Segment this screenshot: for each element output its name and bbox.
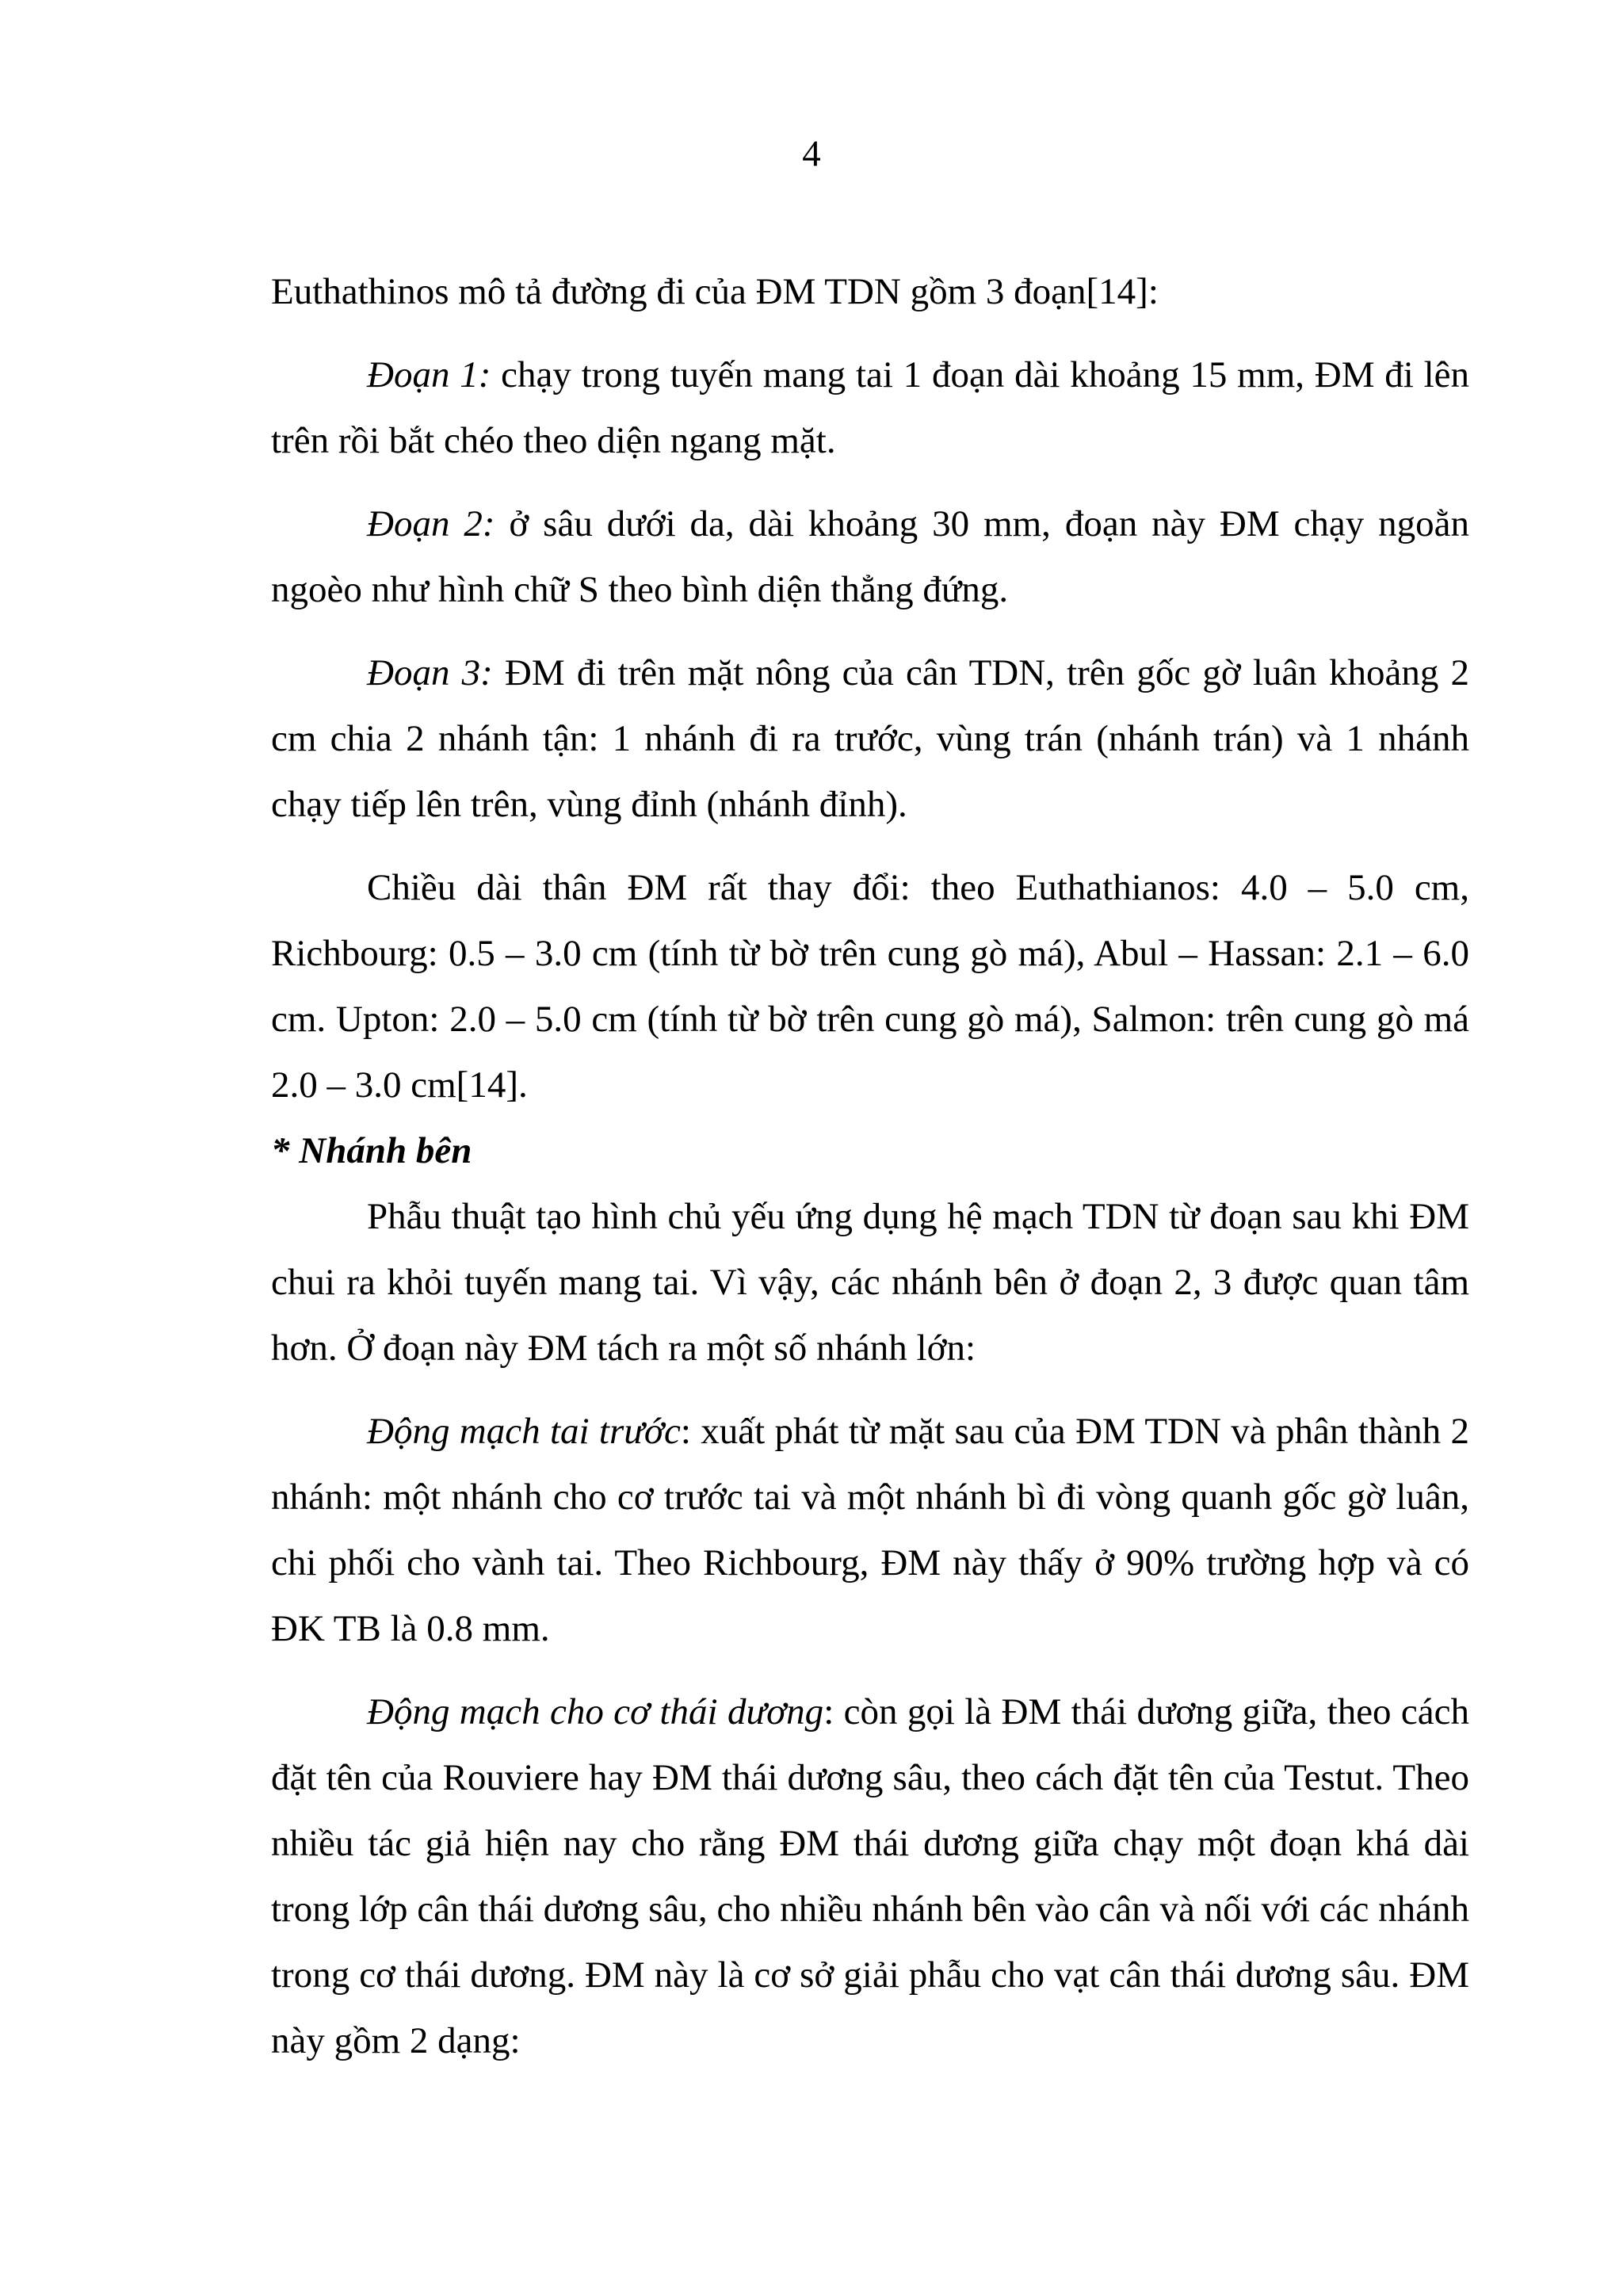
segment-1-label: Đoạn 1: [367,354,491,395]
segment-3-label: Đoạn 3: [367,652,493,693]
anterior-auricular-text: : xuất phát từ mặt sau của ĐM TDN và phân thành 2 nhánh: một nhánh cho cơ trước tai và một nhánh bì đi vòng quanh gốc gờ luân, chi phối cho vành tai. Theo Richbourg, ĐM này thấy ở 90% trường hợp và có ĐK TB là 0.8 mm. [271,1411,1469,1649]
document-body [271,259,1469,2074]
page-number: 4 [802,133,821,174]
paragraph-surgery: Phẫu thuật tạo hình chủ yếu ứng dụng hệ mạch TDN từ đoạn sau khi ĐM chui ra khỏi tuyến mang tai. Vì vậy, các nhánh bên ở đoạn 2, 3 được quan tâm hơn. Ở đoạn này ĐM tách ra một số nhánh lớn: [271,1196,1469,1369]
paragraph-intro: Euthathinos mô tả đường đi của ĐM TDN gồm 3 đoạn[14]: [271,271,1159,312]
paragraph-segment-3 [271,640,1469,838]
anterior-auricular-label: Động mạch tai trước [367,1411,681,1452]
segment-3-text: ĐM đi trên mặt nông của cân TDN, trên gốc gờ luân khoảng 2 cm chia 2 nhánh tận: 1 nhánh đi ra trước, vùng trán (nhánh trán) và 1 nhánh chạy tiếp lên trên, vùng đỉnh (nhánh đỉnh). [271,652,1469,825]
segment-1-text: chạy trong tuyến mang tai 1 đoạn dài khoảng 15 mm, ĐM đi lên trên rồi bắt chéo theo diện ngang mặt. [271,354,1469,461]
section-heading-side-branches: * Nhánh bên [271,1130,472,1171]
temporal-muscle-label: Động mạch cho cơ thái dương [367,1691,824,1733]
segment-2-label: Đoạn 2: [367,503,495,544]
paragraph-anterior-auricular-artery [271,1399,1469,1662]
paragraph-segment-1 [271,342,1469,474]
paragraph-temporal-muscle-artery [271,1679,1469,2074]
temporal-muscle-text: : còn gọi là ĐM thái dương giữa, theo cách đặt tên của Rouviere hay ĐM thái dương sâu, theo cách đặt tên của Testut. Theo nhiều tác giả hiện nay cho rằng ĐM thái dương giữa chạy một đoạn khá dài trong lớp cân thái dương sâu, cho nhiều nhánh bên vào cân và nối với các nhánh trong cơ thái dương. ĐM này là cơ sở giải phẫu cho vạt cân thái dương sâu. ĐM này gồm 2 dạng: [271,1691,1469,2061]
segment-2-text: ở sâu dưới da, dài khoảng 30 mm, đoạn này ĐM chạy ngoằn ngoèo như hình chữ S theo bình diện thẳng đứng. [271,503,1470,610]
paragraph-length: Chiều dài thân ĐM rất thay đổi: theo Euthathianos: 4.0 – 5.0 cm, Richbourg: 0.5 – 3.0 cm (tính từ bờ trên cung gò má), Abul – Hassan: 2.1 – 6.0 cm. Upton: 2.0 – 5.0 cm (tính từ bờ trên cung gò má), Salmon: trên cung gò má 2.0 – 3.0 cm[14]. [271,867,1469,1106]
paragraph-segment-2 [271,491,1469,623]
